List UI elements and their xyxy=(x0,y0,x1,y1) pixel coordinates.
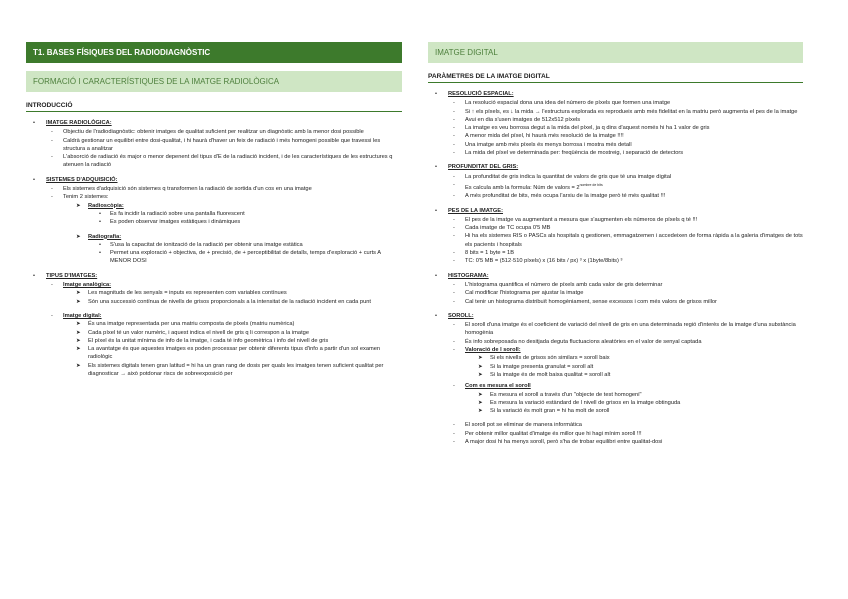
topic-sistemes: • SISTEMES D'ADQUISICIÓ: xyxy=(33,176,118,183)
list-item: ➤ Les magnituds de les senyals = inputs es representen com variables contínues xyxy=(76,290,287,297)
list-item: ➤ La avantatge és que aquestes imatges es poden processar per obtenir diferents tipus d'info a partir d'un sol examen radiològic xyxy=(76,346,381,361)
list-item: • Es poden observar imatges estàtiques i dinàmiques xyxy=(99,219,241,226)
arrow-bullet-icon: ➤ xyxy=(478,399,483,406)
list-item: - La profunditat de gris indica la quantitat de valors de gris que té una imatge digital xyxy=(453,173,672,180)
dash-icon: - xyxy=(453,133,455,140)
dash-icon: - xyxy=(51,129,53,136)
formula-superscript: nombre de bits xyxy=(579,182,603,187)
dash-icon: - xyxy=(51,312,53,319)
dash-icon: - xyxy=(51,194,53,201)
topic-profunditat: • PROFUNDITAT DEL GRIS: xyxy=(435,164,519,171)
list-item: - Caldrà gestionar un equilibri entre dosi-qualitat, i hi haurà d'haver un feix de radiació i més homogeni possible que travessi les structura a analitzar xyxy=(51,137,381,152)
arrow-bullet-icon: ➤ xyxy=(76,298,81,305)
list-item: - El soroll d'una imatge és el coeficient de variació del nivell de gris en una determinada regió d'interès de la imatge d'una substància homogènia xyxy=(453,322,796,337)
list-item: - Hi ha els sistemes RIS o PASCs als hospitals q gestionen, emmagatzemen i accedeixen de forma ràpida a la galeria d'imatges de tots els pacients i hospitals xyxy=(453,233,803,248)
list-item: - Avui en dia s'usen imatges de 512x512 píxels xyxy=(453,116,581,123)
dash-icon: - xyxy=(453,116,455,123)
section-title-bar xyxy=(26,71,402,92)
bullet-icon: • xyxy=(435,164,437,171)
dash-icon: - xyxy=(51,282,53,289)
list-item: ➤ Cada píxel té un valor numèric, i aquest indica el nivell de gris q li correspon a la imatge xyxy=(76,329,309,336)
list-item: ➤ És una imatge representada per una matriu composta de píxels (matriu numèrica) xyxy=(76,321,295,328)
right-outline xyxy=(428,90,803,446)
dash-icon: - xyxy=(453,322,455,329)
bullet-icon: • xyxy=(435,312,437,319)
intro-heading: INTRODUCCIÓ xyxy=(26,102,402,112)
dash-icon: - xyxy=(453,181,455,188)
dash-icon: - xyxy=(453,281,455,288)
dash-icon: - xyxy=(51,186,53,193)
dash-icon: - xyxy=(453,338,455,345)
bullet-icon: • xyxy=(33,120,35,126)
list-item: - Per obtenir millor qualitat d'imatge és millor que hi hagi mínim soroll !!! xyxy=(453,430,642,437)
topic-pes: • PES DE LA IMATGE: xyxy=(435,207,503,214)
dash-icon: - xyxy=(453,430,455,437)
list-item: ➤ El píxel és la unitat mínima de info de la imatge, i cada té info geomètrica i info del nivell de gris xyxy=(76,337,329,344)
list-item: - La resolució espacial dona una idea del número de píxels que formen una imatge xyxy=(453,100,671,107)
arrow-bullet-icon: ➤ xyxy=(478,355,483,362)
arrow-bullet-icon: ➤ xyxy=(76,321,81,328)
list-item: - A més profunditat de bits, més ocupa l'arxiu de la imatge però té més qualitat !!! xyxy=(453,193,666,200)
dash-icon: - xyxy=(453,100,455,107)
section-title: FORMACIÓ I CARACTERÍSTIQUES DE LA IMATGE RADIOLÒGICA xyxy=(33,77,280,86)
list-item: - Cal modificar l'histograma per ajustar la imatge xyxy=(453,290,584,297)
list-item: - Una imatge amb més píxels és menys borrosa i mostra més detall xyxy=(453,141,632,148)
bullet-icon: • xyxy=(99,241,101,248)
list-item: ➤ Es mesura el soroll a través d'un "objecte de test homogeni" xyxy=(478,391,642,398)
list-item: - El pes de la imatge va augmentant a mesura que s'augmenten els números de píxels q té !!! xyxy=(453,216,698,223)
list-item: - Els sistemes d'adquisició són sistemes q transformen la radiació de sortida d'un cos en una imatge xyxy=(51,186,312,193)
dash-icon: - xyxy=(453,258,455,265)
right-title: IMATGE DIGITAL xyxy=(435,48,498,57)
arrow-bullet-icon: ➤ xyxy=(76,290,81,297)
topic-soroll: • SOROLL: xyxy=(435,312,474,319)
subtopic-radiografia: ➤ Radiografia: xyxy=(76,233,122,240)
dash-icon: - xyxy=(453,216,455,223)
list-item: • Permet una exploració + objectiva, de + precisió, de + perceptibilitat de detalls, temps d'exploració + curts A MENOR DOSI xyxy=(99,250,381,265)
arrow-bullet-icon: ➤ xyxy=(76,202,81,209)
topic-histograma: • HISTOGRAMA: xyxy=(435,272,489,279)
bullet-icon: • xyxy=(435,207,437,214)
dash-icon: - xyxy=(453,298,455,305)
left-outline xyxy=(26,119,402,378)
dash-icon: - xyxy=(453,193,455,200)
subtopic-digital: - Imatge digital: xyxy=(51,312,102,319)
dash-icon: - xyxy=(453,233,455,240)
list-item: - Tenim 2 sistemes: xyxy=(51,194,109,201)
list-item: ➤ Si els nivells de grisos són similars = soroll baix xyxy=(478,355,610,362)
dash-icon: - xyxy=(453,225,455,232)
dash-icon: - xyxy=(453,141,455,148)
list-item: - A menor mida del píxel, hi haurà més resolució de la imatge !!!! xyxy=(453,133,624,140)
arrow-bullet-icon: ➤ xyxy=(478,391,483,398)
list-item: - La mida del píxel ve determinada per: freqüència de mostreig, i separació de detectors xyxy=(453,150,684,157)
list-item: ➤ Es mesura la variació estàndard de l nivell de grisos en la imatge obtinguda xyxy=(478,399,681,406)
topic-imatge-radiologica: • IMATGE RADIOLÒGICA: xyxy=(33,120,112,126)
right-title-bar xyxy=(428,42,803,63)
dash-icon: - xyxy=(453,290,455,297)
arrow-bullet-icon: ➤ xyxy=(478,408,483,415)
subtopic-radioscopia: ➤ Radioscòpia: xyxy=(76,202,124,209)
dash-icon: - xyxy=(453,438,455,445)
arrow-bullet-icon: ➤ xyxy=(76,233,81,240)
arrow-bullet-icon: ➤ xyxy=(76,337,81,344)
list-item: • Es fa incidir la radiació sobre una pantalla fluorescent xyxy=(99,210,245,217)
left-column xyxy=(26,42,402,378)
dash-icon: - xyxy=(453,173,455,180)
dash-icon: - xyxy=(453,150,455,157)
bullet-icon: • xyxy=(435,91,437,97)
dash-icon: - xyxy=(453,250,455,257)
list-item: - Cal tenir un histograma distribuït homogèniament, sense excessos i com més valors de grisos millor xyxy=(453,298,717,305)
params-heading: PARÀMETRES DE LA IMATGE DIGITAL xyxy=(428,73,803,83)
list-item: - Objectiu de l'radiodiagnòstic: obtenir imatges de qualitat suficient per realitzar un diagnòstic amb la menor dosi possible xyxy=(51,129,364,136)
dash-icon: - xyxy=(453,422,455,429)
list-item: ➤ Si la imatge és de molt baixa qualitat = soroll alt xyxy=(478,371,611,378)
bullet-icon: • xyxy=(99,219,101,226)
list-item: - Es calcula amb la formula: Núm de valors = $2^{nombre de bits}$ xyxy=(453,181,603,191)
topic-tipus: • TIPUS D'IMATGES: xyxy=(33,272,98,279)
dash-icon: - xyxy=(453,108,455,115)
list-item: - TC: 0'5 MB = (512·510 píxels) x (16 bits / px) ³ x (1byte/8bits) ³ xyxy=(453,258,623,265)
list-item: - L'histograma quantifica el número de píxels amb cada valor de gris determinar xyxy=(453,281,663,288)
arrow-bullet-icon: ➤ xyxy=(478,371,483,378)
list-item: - La imatge es veu borrosa degut a la mida del píxel, ja q dins d'aquest només hi ha 1 valor de gris xyxy=(453,125,710,132)
bullet-icon: • xyxy=(33,272,35,279)
list-item: ➤ Si la variació és molt gran = hi ha molt de soroll xyxy=(478,408,610,415)
dash-icon: - xyxy=(453,125,455,132)
topic-resolucio: • RESOLUCIÓ ESPACIAL: xyxy=(435,91,514,97)
chapter-title: T1. BASES FÍSIQUES DEL RADIODIAGNÒSTIC xyxy=(33,48,211,57)
subtopic-mesura: - Com es mesura el soroll xyxy=(453,383,531,390)
list-item: - L'absorció de radiació és major o menor depenent del tipus d'E de la radiació incident, i de les característiques de les estructures q atenuen la radiació xyxy=(51,154,393,169)
dash-icon: - xyxy=(51,137,53,144)
dash-icon: - xyxy=(51,154,53,161)
list-item: - Cada imatge de TC ocupa 0'5 MB xyxy=(453,225,551,232)
arrow-bullet-icon: ➤ xyxy=(76,329,81,336)
list-item: ➤ Si la imatge presenta granulat = soroll alt xyxy=(478,363,594,370)
list-item: - És info sobreposada no desitjada deguta fluctuacions aleatòries en el valor de senyal captada xyxy=(453,338,702,345)
bullet-icon: • xyxy=(99,250,101,257)
arrow-bullet-icon: ➤ xyxy=(76,346,81,353)
chapter-title-bar xyxy=(26,42,402,63)
dash-icon: - xyxy=(453,383,455,390)
dash-icon: - xyxy=(453,347,455,354)
list-item: ➤ Són una successió contínua de nivells de grisos proporcionals a la intensitat de la radiació incident en cada punt xyxy=(76,298,371,305)
list-item: - Si ↑ els píxels, es ↓ la mida → l'estructura explorada es reprodueix amb més fidelitat en la matriu però augmenta el pes de la imatge xyxy=(453,108,798,115)
list-item: • S'usa la capacitat de ionització de la radiació per obtenir una imatge estàtica xyxy=(99,241,303,248)
list-item: ➤ Els sistemes digitals tenen gran latitud = hi ha un gran rang de dosis per quals les imatges tenen suficient qualitat per diagnosticar → això potdonar riscs de sobreexposició per xyxy=(76,362,384,378)
list-item: - A major dosi hi ha menys soroll, però s'ha de trobar equilibri entre qualitat-dosi xyxy=(453,438,663,445)
bullet-icon: • xyxy=(99,210,101,217)
subtopic-analogica: - Imatge analògica: xyxy=(51,282,112,289)
bullet-icon: • xyxy=(33,176,35,183)
arrow-bullet-icon: ➤ xyxy=(76,362,81,369)
right-column xyxy=(428,42,803,446)
list-item: - El soroll pot se eliminar de manera informàtica xyxy=(453,422,582,429)
arrow-bullet-icon: ➤ xyxy=(478,363,483,370)
subtopic-valoracio: - Valoració de l soroll: xyxy=(453,347,521,354)
list-item: - 8 bits = 1 byte = 1B xyxy=(453,250,515,257)
bullet-icon: • xyxy=(435,272,437,279)
